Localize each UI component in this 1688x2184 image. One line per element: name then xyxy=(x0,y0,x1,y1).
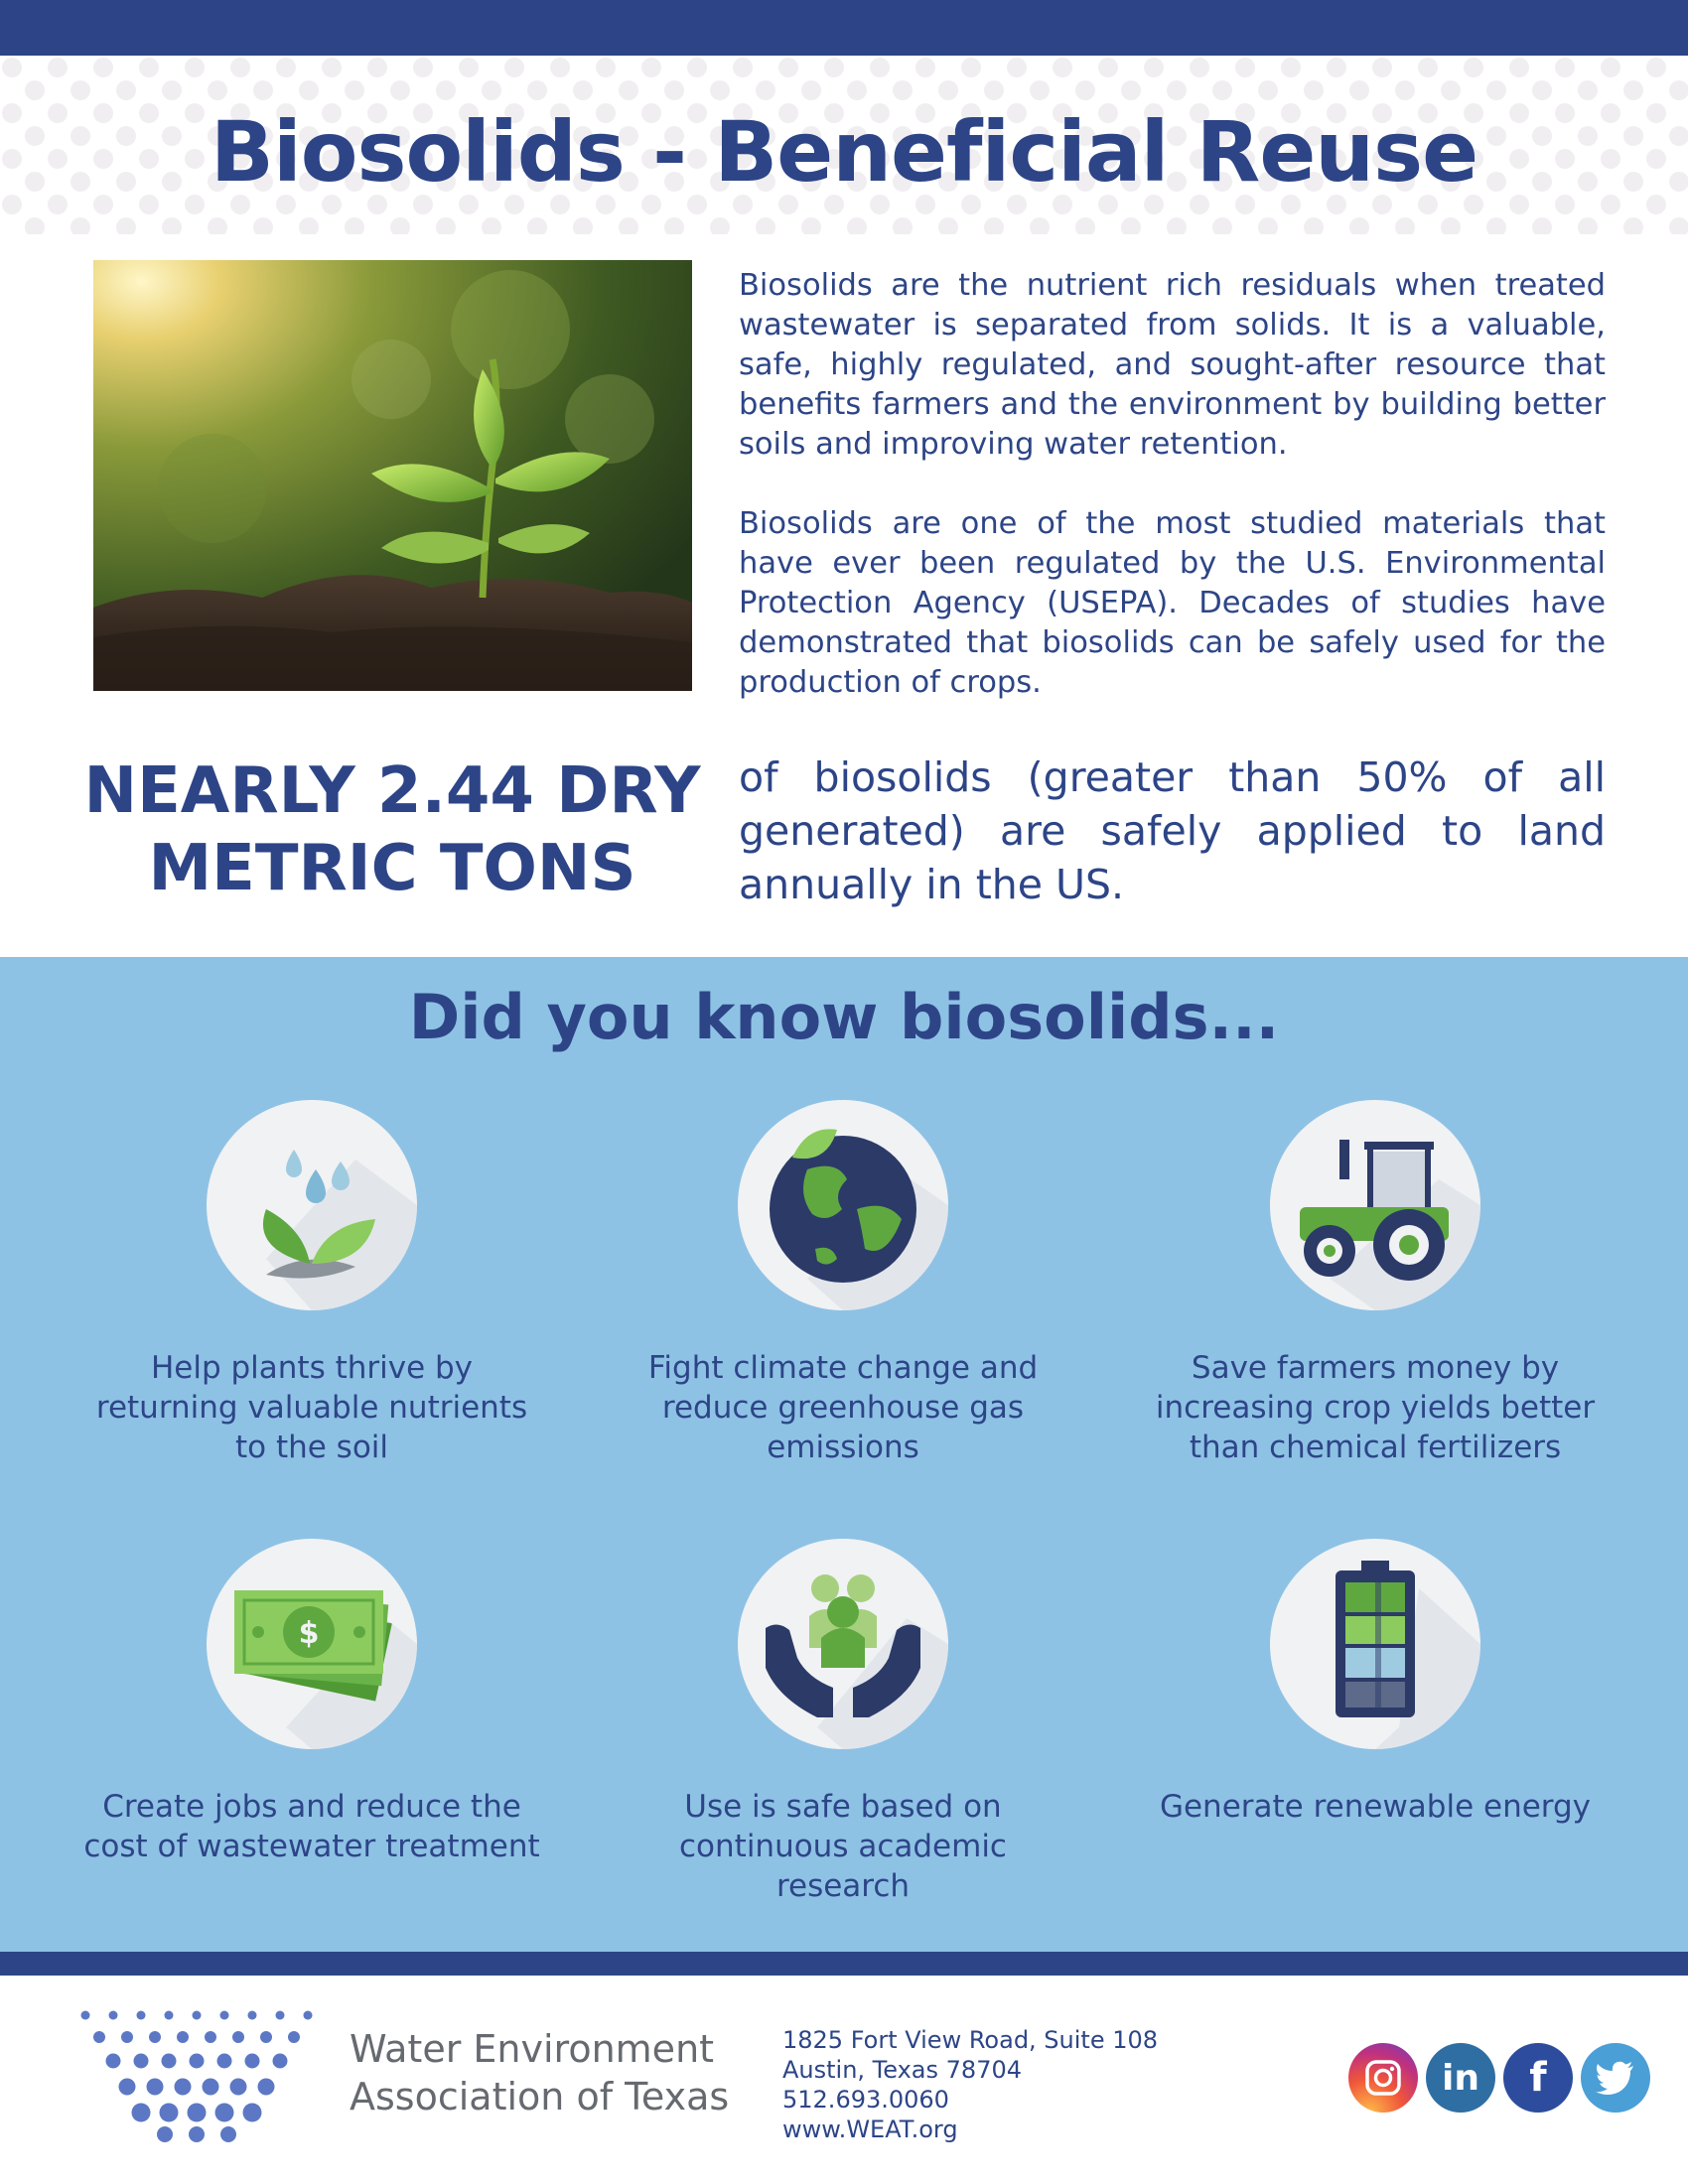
fact-item-safety xyxy=(610,1539,1076,1906)
fact-label: Generate renewable energy xyxy=(1159,1789,1592,1825)
svg-text:$: $ xyxy=(298,1616,320,1651)
linkedin-label: in xyxy=(1442,2057,1479,2099)
fact-item-climate xyxy=(610,1100,1076,1467)
twitter-icon[interactable] xyxy=(1581,2043,1650,2113)
intro-paragraph-1: Biosolids are the nutrient rich residuals when treated wastewater is separated from solids. It is a valuable, safe, highly regulated, and sought-after resource that benefits farmers and the environment by building better soils and improving water retention. xyxy=(739,268,1606,462)
linkedin-icon[interactable] xyxy=(1426,2043,1495,2113)
fact-label: Help plants thrive by returning valuable nutrients to the soil xyxy=(95,1350,528,1465)
money-stack-icon xyxy=(207,1539,417,1749)
facebook-icon[interactable] xyxy=(1503,2043,1573,2113)
hands-people-icon xyxy=(738,1539,948,1749)
fact-item-plants xyxy=(78,1100,545,1467)
address-line-1: 1825 Fort View Road, Suite 108 xyxy=(782,2026,1159,2054)
footer-rule xyxy=(0,1952,1688,1976)
earth-leaf-icon xyxy=(738,1100,948,1310)
stat-line-2: METRIC TONS xyxy=(148,832,636,905)
tractor-icon xyxy=(1270,1100,1480,1310)
address-line-2: Austin, Texas 78704 xyxy=(782,2056,1022,2084)
plant-water-drops-icon xyxy=(207,1100,417,1310)
org-name-line-2: Association of Texas xyxy=(350,2075,730,2118)
battery-icon xyxy=(1270,1539,1480,1749)
fact-label: Create jobs and reduce the cost of wastewater treatment xyxy=(83,1789,540,1864)
fact-label: Save farmers money by increasing crop yields better than chemical fertilizers xyxy=(1155,1350,1596,1465)
top-bar xyxy=(0,0,1688,56)
website-link[interactable]: www.WEAT.org xyxy=(782,2116,958,2143)
did-you-know-title: Did you know biosolids... xyxy=(408,981,1280,1053)
page-title: Biosolids - Beneficial Reuse xyxy=(210,103,1478,201)
facebook-label: f xyxy=(1529,2055,1547,2101)
org-name-line-1: Water Environment xyxy=(350,2027,715,2071)
weat-logo-icon xyxy=(77,2009,318,2142)
stat-highlight xyxy=(79,752,705,907)
fact-item-jobs xyxy=(78,1539,545,1866)
intro-paragraph-2: Biosolids are one of the most studied materials that have ever been regulated by the U.S. Environmental Protection Agency (USEPA). Decades of studies have demonstrated that biosolids can be safely used for the production of crops. xyxy=(739,506,1606,700)
phone-number: 512.693.0060 xyxy=(782,2086,949,2114)
stat-description: of biosolids (greater than 50% of all generated) are safely applied to land annually in the US. xyxy=(739,753,1606,908)
fact-label: Fight climate change and reduce greenhouse gas emissions xyxy=(647,1350,1039,1465)
fact-label: Use is safe based on continuous academic research xyxy=(679,1789,1007,1904)
instagram-icon[interactable] xyxy=(1348,2043,1418,2113)
organization-name xyxy=(350,2025,729,2120)
stat-line-1: NEARLY 2.44 DRY xyxy=(83,754,701,828)
fact-item-energy xyxy=(1142,1539,1609,1827)
intro-text xyxy=(739,266,1606,743)
fact-item-farmers xyxy=(1142,1100,1609,1467)
social-links xyxy=(1348,2043,1650,2113)
seedling-photo xyxy=(93,260,692,691)
contact-info xyxy=(782,2025,1158,2144)
